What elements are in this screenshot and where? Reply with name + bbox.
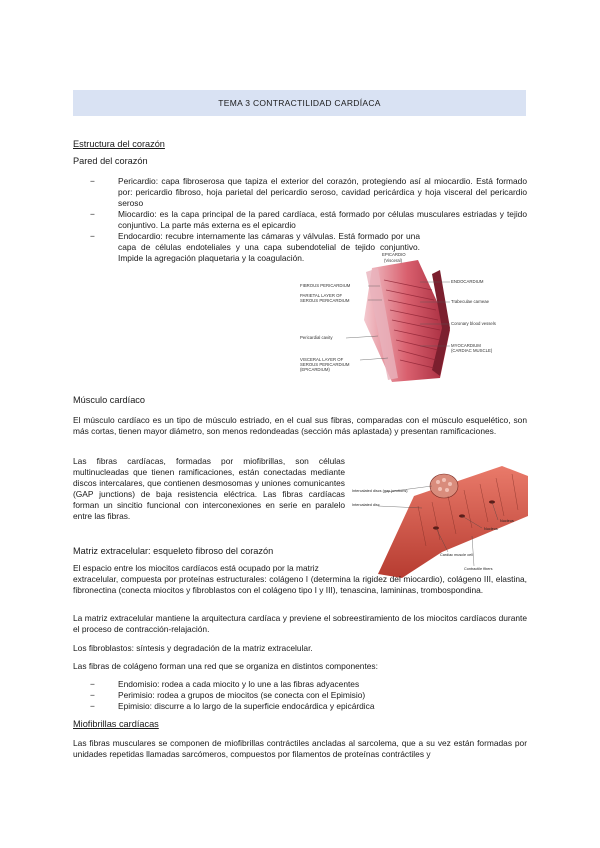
label-parietal-b: SEROUS PERICARDIUM — [300, 298, 350, 303]
cardiac-fiber-figure — [352, 456, 528, 578]
heading-musculo: Músculo cardíaco — [73, 395, 146, 405]
label-coronary: Coronary blood vessels — [451, 321, 496, 326]
paragraph-fibras: Las fibras cardíacas, formadas por miofibrillas, son células multinucleadas que tienen ramificaciones, están conectadas mediante discos intercalares, que contienen desmosomas y uniones comunicantes (GAP junctions) de baja resistencia eléctrica. Las fibras cardíacas forman un sincitio funcional con interconexiones en serie en paralelo entre las fibras. — [73, 456, 345, 521]
paragraph-colageno: Las fibras de colágeno forman una red que se organiza en distintos componentes: — [73, 661, 378, 671]
label-nucleus-2: Nucleus — [500, 519, 514, 523]
label-parietal-a: PARIETAL LAYER OF — [300, 293, 343, 298]
list-item: − Endocardio: recubre internamente las cámaras y válvulas. Está formado por una capa de células endoteliales y una capa subendotelial de tejido conjuntivo. Impide la agregación plaquetaria y la coagulación. — [90, 231, 420, 263]
label-cardiac-cell: Cardiac muscle cell — [440, 553, 473, 557]
heart-wall-figure — [300, 250, 500, 384]
paragraph-fibroblastos: Los fibroblastos: síntesis y degradación de la matriz extracelular. — [73, 643, 313, 653]
label-intercalated-discs: Intercalated discs (gap junctions) — [352, 489, 408, 493]
heading-estructura: Estructura del corazón — [73, 139, 165, 149]
label-cavity: Pericardial cavity — [300, 335, 333, 340]
list-item: − Perimisio: rodea a grupos de miocitos (se conecta con el Epimisio) — [90, 690, 366, 700]
label-trabeculae: Trabeculae carneae — [451, 299, 490, 304]
label-visceral-c: (EPICARDIUM) — [300, 367, 330, 372]
label-fibrous: FIBROUS PERICARDIUM — [300, 283, 351, 288]
label-myocardium: MYOCARDIUM — [451, 343, 481, 348]
label-visceral-a: VISCERAL LAYER OF — [300, 357, 344, 362]
label-contractile-fibers: Contractile fibers — [464, 567, 493, 571]
subheading-pared: Pared del corazón — [73, 156, 148, 166]
heading-matriz: Matriz extracelular: esqueleto fibroso del corazón — [73, 546, 274, 556]
fiber-cross-section — [430, 474, 458, 498]
paragraph-matriz-rest: extracelular, compuesta por proteínas estructurales: colágeno I (determina la rigidez del miocardio), colágeno III, elastina, fibronectina (conecta miocitos y fibroblastos con el colágeno tipo I y III), tenascina, lamininas, trombospondina. — [73, 574, 527, 595]
paragraph-musculo: El músculo cardíaco es un tipo de músculo estriado, en el cual sus fibras, comparadas con el músculo esquelético, son más cortas, tienen mayor diámetro, son menos redondeadas (sección más aplastada) y presentan ramificaciones. — [73, 415, 527, 436]
label-visceral-b: SEROUS PERICARDIUM — [300, 362, 350, 367]
label-nucleus-1: Nucleus — [484, 527, 498, 531]
paragraph-miofibrillas: Las fibras musculares se componen de miofibrillas contráctiles ancladas al sarcolema, que a su vez están formadas por unidades repetidas llamadas sarcómeros, compuestos por filamentos de proteínas contráctiles y — [73, 738, 527, 759]
list-item: − Miocardio: es la capa principal de la pared cardíaca, está formado por células musculares estriadas y tejido conjuntivo. La parte más externa es el epicardio — [90, 209, 527, 230]
label-visceral: (Visceral) — [384, 258, 403, 263]
label-endocardium: ENDOCARDIUM — [451, 279, 484, 284]
title-text: TEMA 3 CONTRACTILIDAD CARDÍACA — [218, 98, 381, 108]
document-title — [73, 90, 526, 116]
heading-miofibrillas: Miofibrillas cardíacas — [73, 719, 159, 729]
paragraph-matriz-line1: El espacio entre los miocitos cardíacos está ocupado por la matriz — [73, 563, 319, 573]
label-epicardio: EPICARDIO — [382, 252, 406, 257]
label-cardiac-muscle: (CARDIAC MUSCLE) — [451, 348, 493, 353]
list-item: − Epimisio: discurre a lo largo de la superficie endocárdica y epicárdica — [90, 701, 375, 711]
paragraph-arquitectura: La matriz extracelular mantiene la arquitectura cardíaca y previene el sobreestiramiento de los miocitos cardíacos durante el proceso de contracción-relajación. — [73, 613, 527, 634]
list-item: − Pericardio: capa fibroserosa que tapiza el exterior del corazón, protegiendo así al miocardio. Está formado por: pericardio fibroso, hoja parietal del pericardio seroso, cavidad pericárdica y hoja visceral del pericardio seroso — [90, 176, 527, 208]
list-item: − Endomisio: rodea a cada miocito y lo une a las fibras adyacentes — [90, 679, 360, 689]
label-intercalated-disc: Intercalated disc — [352, 503, 380, 507]
collagen-components-list — [90, 679, 527, 712]
